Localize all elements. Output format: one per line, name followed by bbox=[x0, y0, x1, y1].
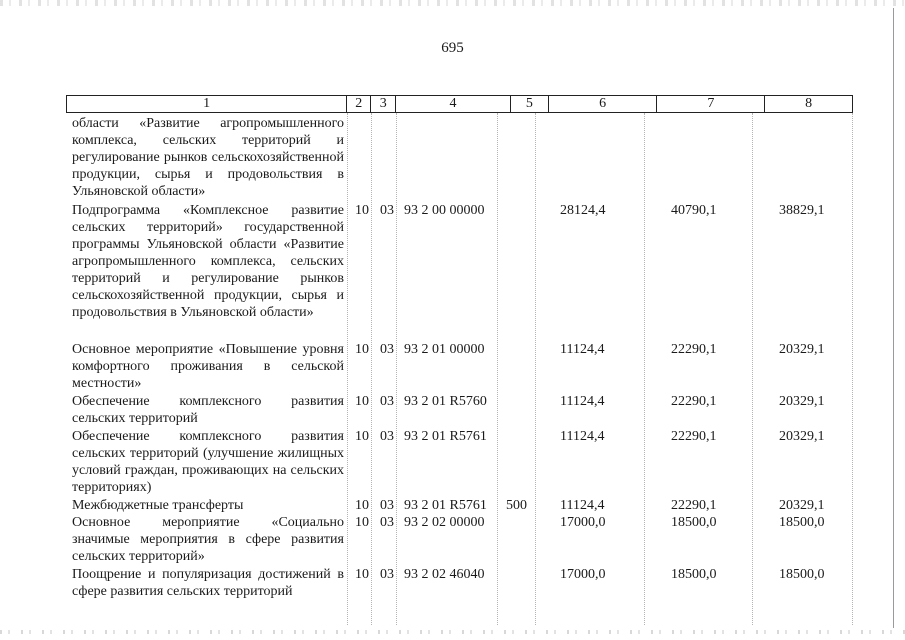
row-target-code: 93 2 00 00000 bbox=[404, 203, 485, 218]
row-amount-1: 11124,4 bbox=[560, 498, 605, 513]
row-amount-3: 18500,0 bbox=[779, 515, 825, 530]
row-razdel: 10 bbox=[355, 203, 369, 218]
row-amount-2: 22290,1 bbox=[671, 429, 717, 444]
row-podrazdel: 03 bbox=[380, 567, 394, 582]
row-amount-3: 20329,1 bbox=[779, 429, 825, 444]
row-amount-2: 22290,1 bbox=[671, 394, 717, 409]
row-amount-3: 20329,1 bbox=[779, 498, 825, 513]
column-divider bbox=[371, 113, 372, 625]
column-divider bbox=[852, 113, 853, 625]
row-razdel: 10 bbox=[355, 515, 369, 530]
column-divider bbox=[497, 113, 498, 625]
row-podrazdel: 03 bbox=[380, 498, 394, 513]
row-podrazdel: 03 bbox=[380, 429, 394, 444]
scan-edge-right bbox=[893, 8, 894, 628]
row-amount-2: 22290,1 bbox=[671, 498, 717, 513]
row-amount-1: 11124,4 bbox=[560, 394, 605, 409]
table-header bbox=[66, 95, 853, 113]
row-name: Основное мероприятие «Социально значимые мероприятия в сфере развития сельских территорий» bbox=[72, 515, 344, 564]
row-razdel: 10 bbox=[355, 498, 369, 513]
row-razdel: 10 bbox=[355, 342, 369, 357]
header-col-5: 5 bbox=[511, 96, 549, 112]
header-col-8: 8 bbox=[805, 96, 813, 111]
row-amount-3: 20329,1 bbox=[779, 394, 825, 409]
header-col-1: 1 bbox=[67, 96, 347, 112]
row-amount-1: 17000,0 bbox=[560, 515, 606, 530]
header-col-7: 7 bbox=[657, 96, 765, 112]
row-amount-1: 11124,4 bbox=[560, 429, 605, 444]
row-name: Подпрограмма «Комплексное развитие сельских территорий» государственной программы Ульяновской области «Развитие агропромышленного комплекса, сельских территорий и регулирование рынков сельскохозяйственной продукции, сырья и продовольствия в Ульяновской области» bbox=[72, 203, 344, 320]
row-podrazdel: 03 bbox=[380, 342, 394, 357]
row-podrazdel: 03 bbox=[380, 203, 394, 218]
scan-edge-top bbox=[0, 0, 905, 6]
column-divider bbox=[396, 113, 397, 625]
row-name: Межбюджетные трансферты bbox=[72, 498, 244, 513]
row-razdel: 10 bbox=[355, 429, 369, 444]
header-col-2: 2 bbox=[347, 96, 371, 112]
row-target-code: 93 2 02 00000 bbox=[404, 515, 485, 530]
column-divider bbox=[752, 113, 753, 625]
row-target-code: 93 2 01 00000 bbox=[404, 342, 485, 357]
row-amount-3: 18500,0 bbox=[779, 567, 825, 582]
row-name: Поощрение и популяризация достижений в сфере развития сельских территорий bbox=[72, 567, 344, 599]
row-amount-1: 11124,4 bbox=[560, 342, 605, 357]
row-amount-1: 17000,0 bbox=[560, 567, 606, 582]
column-divider bbox=[347, 113, 348, 625]
row-expense-type: 500 bbox=[506, 498, 527, 513]
row-amount-2: 18500,0 bbox=[671, 515, 717, 530]
scan-edge-bottom bbox=[0, 630, 905, 634]
row-podrazdel: 03 bbox=[380, 515, 394, 530]
column-divider bbox=[535, 113, 536, 625]
page-number: 695 bbox=[441, 40, 464, 56]
row-amount-2: 40790,1 bbox=[671, 203, 717, 218]
row-target-code: 93 2 02 46040 bbox=[404, 567, 485, 582]
row-target-code: 93 2 01 R5760 bbox=[404, 394, 487, 409]
row-name: Основное мероприятие «Повышение уровня комфортного проживания в сельской местности» bbox=[72, 342, 344, 391]
row-razdel: 10 bbox=[355, 394, 369, 409]
row-amount-1: 28124,4 bbox=[560, 203, 606, 218]
row-podrazdel: 03 bbox=[380, 394, 394, 409]
row-target-code: 93 2 01 R5761 bbox=[404, 498, 487, 513]
row-name: Обеспечение комплексного развития сельских территорий bbox=[72, 394, 344, 426]
row-amount-2: 22290,1 bbox=[671, 342, 717, 357]
header-col-6: 6 bbox=[549, 96, 658, 112]
column-divider bbox=[644, 113, 645, 625]
row-razdel: 10 bbox=[355, 567, 369, 582]
header-col-4: 4 bbox=[396, 96, 511, 112]
row-amount-2: 18500,0 bbox=[671, 567, 717, 582]
row-name: области «Развитие агропромышленного комплекса, сельских территорий и регулирование рынков сельскохозяйственной продукции, сырья и продовольствия в Ульяновской области» bbox=[72, 116, 344, 199]
row-target-code: 93 2 01 R5761 bbox=[404, 429, 487, 444]
row-name: Обеспечение комплексного развития сельских территорий (улучшение жилищных условий граждан, проживающих на сельских территориях) bbox=[72, 429, 344, 495]
header-col-3: 3 bbox=[371, 96, 396, 112]
row-amount-3: 38829,1 bbox=[779, 203, 825, 218]
row-amount-3: 20329,1 bbox=[779, 342, 825, 357]
